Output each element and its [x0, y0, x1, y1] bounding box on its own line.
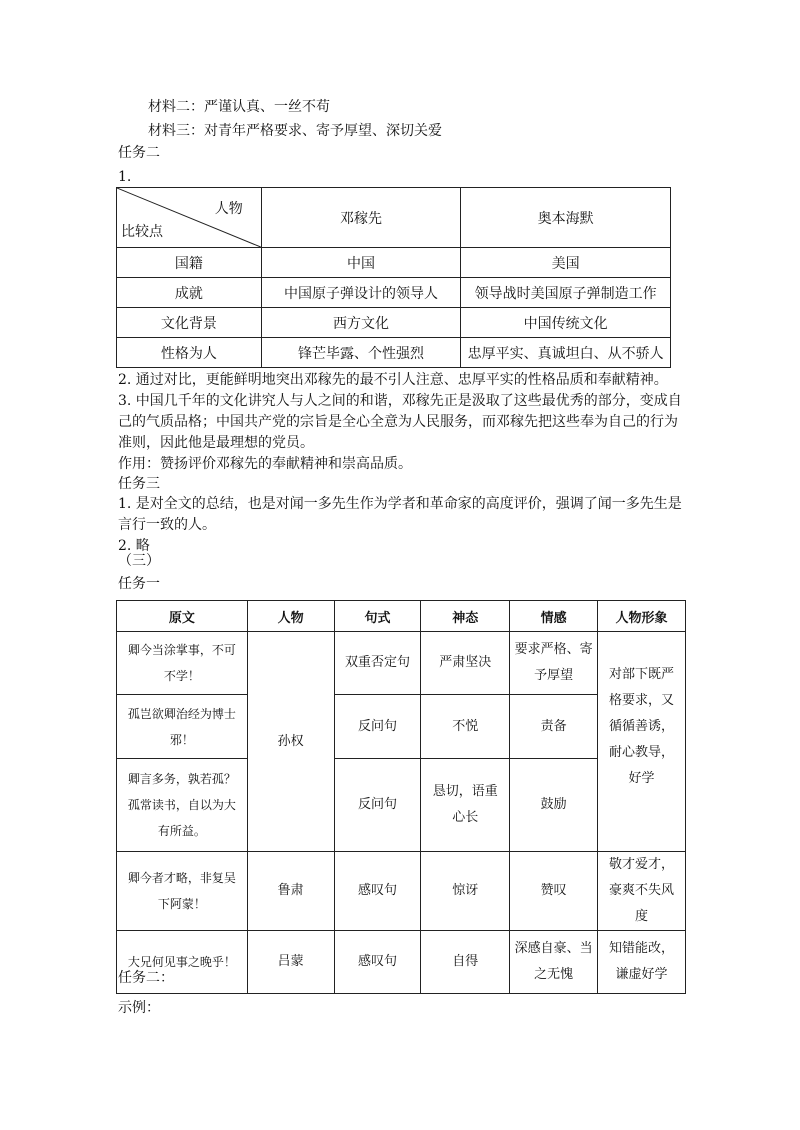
table-row [117, 338, 671, 368]
comparison-table [116, 187, 671, 368]
table-row [117, 931, 686, 994]
table-cell: 美国 [461, 248, 671, 278]
task-two-heading: 任务二 [118, 145, 160, 161]
paragraph: 己的气质品格；中国共产党的宗旨是全心全意为人民服务，而邓稼先把这些奉为自己的行为 [118, 414, 678, 430]
table-row [117, 852, 686, 931]
row-label: 性格为人 [117, 338, 262, 368]
paragraph: 言行一致的人。 [118, 517, 216, 533]
column-header: 原文 [117, 601, 248, 632]
person-cell: 鲁肃 [247, 852, 334, 931]
task-two-colon-heading: 任务二： [118, 970, 174, 986]
paragraph: 3. 中国几千年的文化讲究人与人之间的和谐，邓稼先正是汲取了这些最优秀的部分，变成自 [118, 393, 682, 409]
table-row [117, 278, 671, 308]
column-header: 邓稼先 [261, 188, 461, 248]
manner-cell: 恳切，语重心长 [421, 759, 510, 852]
table-row [117, 632, 686, 695]
column-header: 人物形象 [598, 601, 686, 632]
character-image-cell: 知错能改，谦虚好学 [598, 931, 686, 994]
quote-cell: 孤岂欲卿治经为博士邪！ [117, 695, 248, 759]
task-one-heading: 任务一 [118, 576, 160, 592]
quote-cell: 卿今当涂掌事，不可不学！ [117, 632, 248, 695]
emotion-cell: 要求严格、寄予厚望 [510, 632, 598, 695]
table-cell: 中国原子弹设计的领导人 [261, 278, 461, 308]
diag-bottom-label: 比较点 [121, 224, 163, 240]
paragraph: 2. 通过对比，更能鲜明地突出邓稼先的最不引人注意、忠厚平实的性格品质和奉献精神。 [118, 372, 668, 388]
emotion-cell: 鼓励 [510, 759, 598, 852]
quote-cell: 大兄何见事之晚乎！ [117, 931, 248, 994]
character-image-cell: 敬才爱才，豪爽不失风度 [598, 852, 686, 931]
example-label: 示例： [118, 1000, 160, 1016]
row-label: 成就 [117, 278, 262, 308]
paragraph: 1. 是对全文的总结，也是对闻一多先生作为学者和革命家的高度评价，强调了闻一多先生是 [118, 496, 682, 512]
emotion-cell: 赞叹 [510, 852, 598, 931]
question-one-label: 1. [118, 169, 132, 185]
row-label: 国籍 [117, 248, 262, 278]
quote-cell: 卿言多务，孰若孤？孤常读书，自以为大有所益。 [117, 759, 248, 852]
character-image-cell: 对部下既严格要求，又循循善诱，耐心教导，好学 [598, 632, 686, 852]
column-header: 情感 [510, 601, 598, 632]
column-header: 奥本海默 [461, 188, 671, 248]
table-cell: 忠厚平实、真诚坦白、从不骄人 [461, 338, 671, 368]
person-cell: 孙权 [247, 632, 334, 852]
paragraph: 准则，因此他是最理想的党员。 [118, 435, 314, 451]
column-header: 神态 [421, 601, 510, 632]
person-cell: 吕蒙 [247, 931, 334, 994]
sentence-type-cell: 反问句 [334, 759, 421, 852]
table-cell: 中国传统文化 [461, 308, 671, 338]
sentence-type-cell: 反问句 [334, 695, 421, 759]
table-cell: 中国 [261, 248, 461, 278]
character-analysis-table [116, 600, 686, 994]
diagonal-header-cell [117, 188, 262, 248]
paragraph: 2. 略 [118, 538, 150, 554]
column-header: 人物 [247, 601, 334, 632]
sentence-type-cell: 感叹句 [334, 852, 421, 931]
manner-cell: 不悦 [421, 695, 510, 759]
row-label: 文化背景 [117, 308, 262, 338]
manner-cell: 严肃坚决 [421, 632, 510, 695]
sentence-type-cell: 双重否定句 [334, 632, 421, 695]
emotion-cell: 责备 [510, 695, 598, 759]
sentence-type-cell: 感叹句 [334, 931, 421, 994]
diag-top-label: 人物 [214, 201, 243, 217]
table-row [117, 248, 671, 278]
table-cell: 锋芒毕露、个性强烈 [261, 338, 461, 368]
table-cell: 领导战时美国原子弹制造工作 [461, 278, 671, 308]
material-three: 材料三：对青年严格要求、寄予厚望、深切关爱 [148, 123, 442, 139]
material-two: 材料二：严谨认真、一丝不苟 [148, 99, 330, 115]
table-cell: 西方文化 [261, 308, 461, 338]
task-three-heading: 任务三 [118, 476, 160, 492]
manner-cell: 惊讶 [421, 852, 510, 931]
section-three-heading: （三） [118, 553, 160, 569]
column-header: 句式 [334, 601, 421, 632]
manner-cell: 自得 [421, 931, 510, 994]
table-row [117, 308, 671, 338]
paragraph: 作用：赞扬评价邓稼先的奉献精神和崇高品质。 [118, 456, 412, 472]
emotion-cell: 深感自豪、当之无愧 [510, 931, 598, 994]
table-header-row [117, 601, 686, 632]
quote-cell: 卿今者才略，非复吴下阿蒙！ [117, 852, 248, 931]
